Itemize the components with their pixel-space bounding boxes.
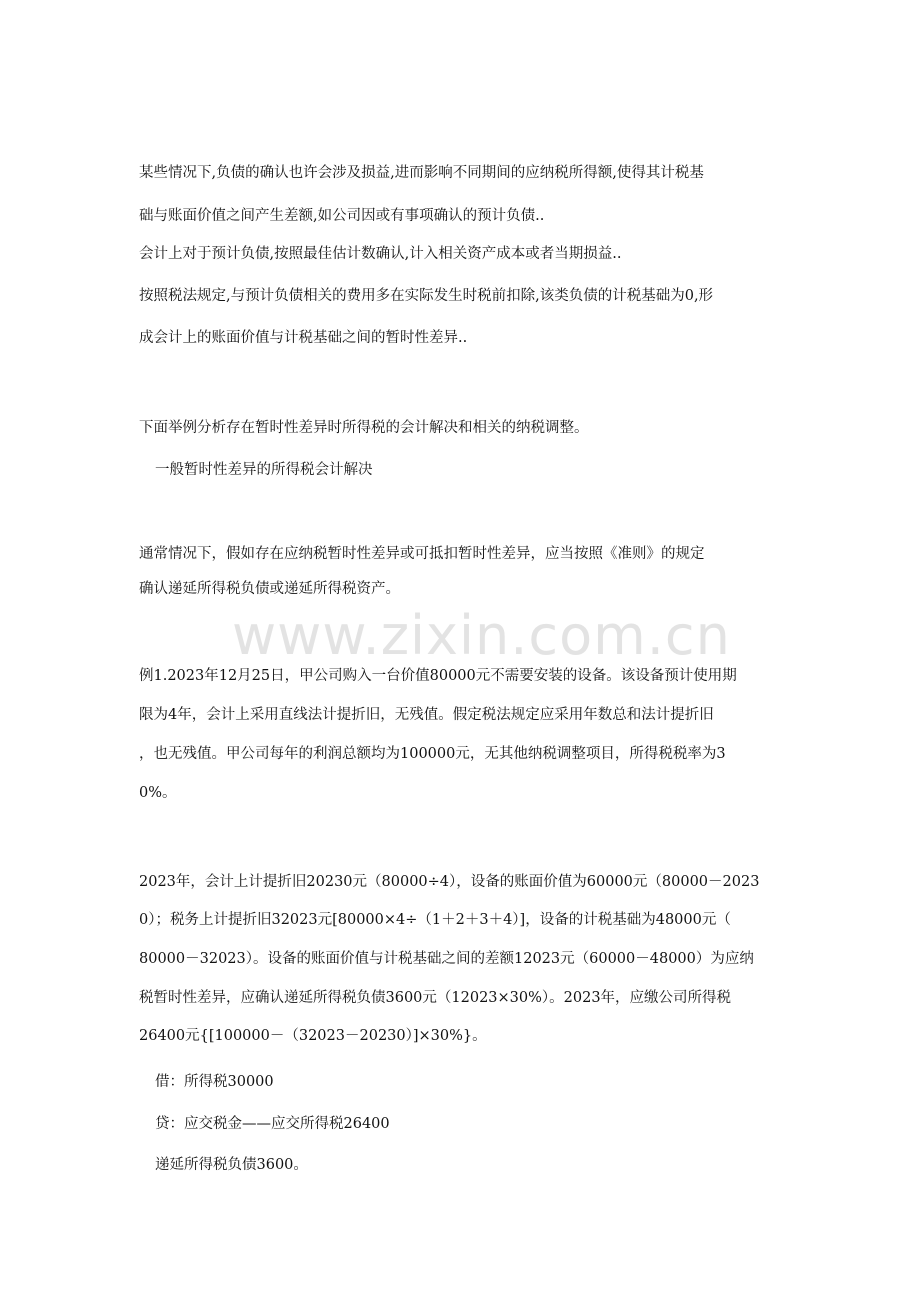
journal-entry-credit: 贷：应交税金——应交所得税26400	[155, 1116, 390, 1132]
journal-entry-credit: 递延所得税负债3600。	[155, 1157, 308, 1173]
text-line: 通常情况下，假如存在应纳税暂时性差异或可抵扣暂时性差异，应当按照《准则》的规定	[139, 546, 705, 562]
text-line: 0）；税务上计提折旧32023元[80000×4÷（1＋2＋3＋4）]，设备的计税基础为48000元（	[139, 912, 731, 928]
text-line: 础与账面价值之间产生差额,如公司因或有事项确认的预计负债..	[139, 208, 545, 224]
text-line: 2023年，会计上计提折旧20230元（80000÷4），设备的账面价值为60000元（80000－2023	[139, 874, 760, 890]
text-line: 80000－32023）。设备的账面价值与计税基础之间的差额12023元（60000－48000）为应纳	[139, 951, 754, 967]
text-line: 26400元{[100000－（32023－20230）]×30%}。	[139, 1028, 487, 1044]
text-line: 成会计上的账面价值与计税基础之间的暂时性差异..	[139, 330, 468, 346]
section-heading: 一般暂时性差异的所得税会计解决	[155, 462, 373, 478]
text-line: 某些情况下,负债的确认也许会涉及损益,进而影响不同期间的应纳税所得额,使得其计税基	[139, 165, 704, 181]
text-line: 税暂时性差异，应确认递延所得税负债3600元（12023×30%）。2023年，应缴公司所得税	[139, 990, 732, 1006]
text-line: 0%。	[139, 785, 177, 801]
text-line: 确认递延所得税负债或递延所得税资产。	[139, 581, 400, 597]
text-line: 限为4年，会计上采用直线法计提折旧，无残值。假定税法规定应采用年数总和法计提折旧	[139, 707, 714, 723]
watermark: www.zixin.com.cn	[232, 604, 731, 667]
text-line: 按照税法规定,与预计负债相关的费用多在实际发生时税前扣除,该类负债的计税基础为0,形	[139, 288, 714, 304]
journal-entry-debit: 借：所得税30000	[155, 1074, 274, 1090]
text-line: 会计上对于预计负债,按照最佳估计数确认,计入相关资产成本或者当期损益..	[139, 246, 622, 262]
text-line: 下面举例分析存在暂时性差异时所得税的会计解决和相关的纳税调整。	[139, 420, 589, 436]
text-line: ，也无残值。甲公司每年的利润总额均为100000元，无其他纳税调整项目，所得税税率为3	[139, 746, 726, 762]
text-line: 例1.2023年12月25日，甲公司购入一台价值80000元不需要安装的设备。该设备预计使用期	[139, 668, 737, 684]
